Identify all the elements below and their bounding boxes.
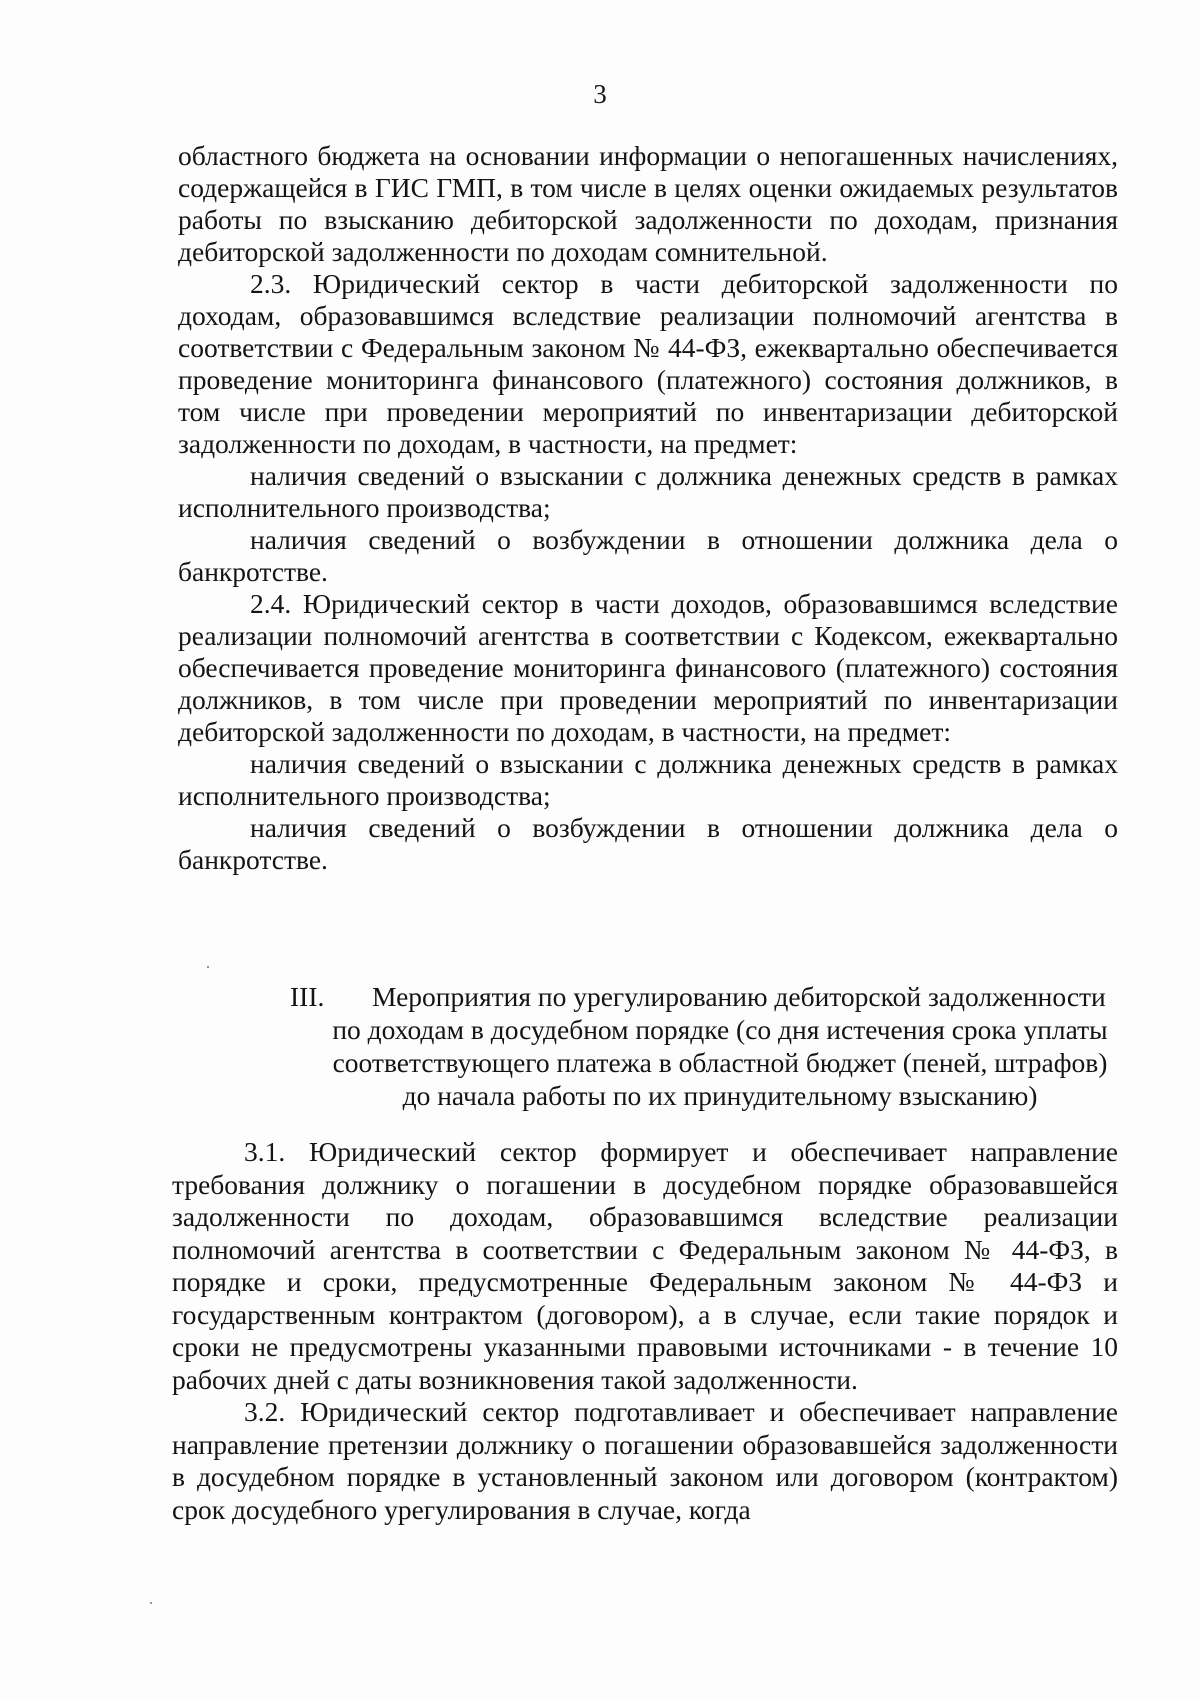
section-title-line-3: соответствующего платежа в областной бюджет (пеней, штрафов)	[332, 1047, 1108, 1078]
paragraph-2-3: 2.3. Юридический сектор в части дебиторской задолженности по доходам, образовавшимся вследствие реализации полномочий агентства в соответствии с Федеральным законом № 44-ФЗ, ежеквартально обеспечивается проведение мониторинга финансового (платежного) состояния должников, в том числе при проведении мероприятий по инвентаризации дебиторской задолженности по доходам, в частности, на предмет:	[178, 268, 1118, 459]
document-body-section-2	[178, 140, 1118, 876]
paragraph-2-3-item-enforcement: наличия сведений о взыскании с должника денежных средств в рамках исполнительного производства;	[178, 460, 1118, 523]
section-title-line-1: Мероприятия по урегулированию дебиторской задолженности	[372, 981, 1106, 1012]
scan-speck	[150, 1602, 152, 1604]
paragraph-2-4-item-enforcement: наличия сведений о взыскании с должника денежных средств в рамках исполнительного производства;	[178, 748, 1118, 811]
section-number: III.	[290, 981, 325, 1012]
paragraph-continuation: областного бюджета на основании информации о непогашенных начислениях, содержащейся в ГИС ГМП, в том числе в целях оценки ожидаемых результатов работы по взысканию дебиторской задолженности по доходам, признания дебиторской задолженности по доходам сомнительной.	[178, 140, 1118, 267]
section-heading	[290, 980, 1150, 1112]
scan-speck	[207, 966, 209, 968]
paragraph-3-1: 3.1. Юридический сектор формирует и обеспечивает направление требования должнику о погашении в досудебном порядке образовавшейся задолженности по доходам, образовавшимся вследствие реализации полномочий агентства в соответствии с Федеральным законом № 44-ФЗ, в порядке и сроки, предусмотренные Федеральным законом № 44-ФЗ и государственным контрактом (договором), а в случае, если такие порядок и сроки не предусмотрены указанными правовыми источниками - в течение 10 рабочих дней с даты возникновения такой задолженности.	[172, 1136, 1118, 1395]
section-title-line-4: до начала работы по их принудительному взысканию)	[402, 1080, 1038, 1111]
document-body-section-3	[172, 1136, 1118, 1526]
paragraph-2-4: 2.4. Юридический сектор в части доходов, образовавшимся вследствие реализации полномочий агентства в соответствии с Кодексом, ежеквартально обеспечивается проведение мониторинга финансового (платежного) состояния должников, в том числе при проведении мероприятий по инвентаризации дебиторской задолженности по доходам, в частности, на предмет:	[178, 588, 1118, 747]
paragraph-2-4-item-bankruptcy: наличия сведений о возбуждении в отношении должника дела о банкротстве.	[178, 812, 1118, 875]
paragraph-2-3-item-bankruptcy: наличия сведений о возбуждении в отношении должника дела о банкротстве.	[178, 524, 1118, 587]
section-heading-line-1	[290, 980, 1150, 1013]
section-title-line-2: по доходам в досудебном порядке (со дня истечения срока уплаты	[332, 1014, 1108, 1045]
page-number: 3	[593, 79, 607, 109]
paragraph-3-2: 3.2. Юридический сектор подготавливает и обеспечивает направление направление претензии должнику о погашении образовавшейся задолженности в досудебном порядке в установленный законом или договором (контрактом) срок досудебного урегулирования в случае, когда	[172, 1396, 1118, 1525]
